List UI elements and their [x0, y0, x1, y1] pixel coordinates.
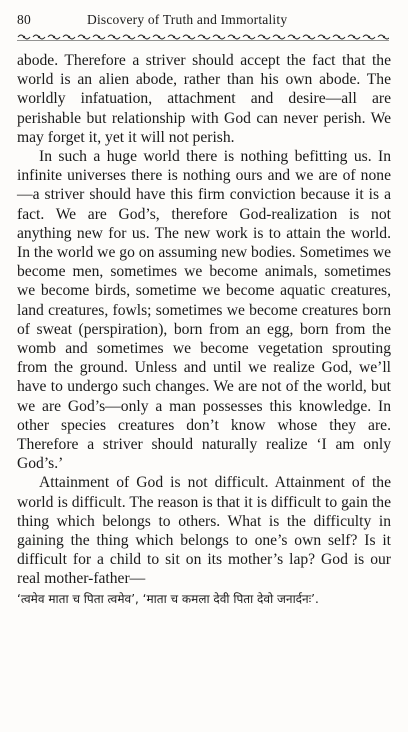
body-text — [17, 51, 391, 609]
paragraph-3-text: Attainment of God is not difficult. Attainment of the world is difficult. The reason is that it is difficult to gain the thing which belongs to others. What is the difficulty in gaining the thing which belongs to one’s own self? Is it difficult for a child to sit on its mother’s lap? God is our real mother-father— — [17, 474, 391, 588]
paragraph-2: In such a huge world there is nothing befitting us. In infinite universes there is nothing ours and we are of none—a striver should have this firm conviction because it is a fact. We are God’s, therefore God-realization is not anything new for us. The new work is to attain the world. In the world we go on assuming new bodies. Sometimes we become men, sometimes we become animals, sometimes we become birds, sometime we become aquatic creatures, land creatures, fowls; sometimes we become creatures born of sweat (perspiration), born from an egg, born from the womb and sometimes we become vegetation sprouting from the ground. Unless and until we realize God, we’ll have to undergo such changes. We are not of the world, but we are God’s—only a man possesses this knowledge. In other species creatures don’t know whose they are. Therefore a striver should naturally realize ‘I am only God’s.’ — [17, 148, 391, 473]
running-title: Discovery of Truth and Immortality — [87, 12, 288, 27]
page-header — [17, 12, 391, 30]
sanskrit-verse: ‘त्वमेव माता च पिता त्वमेव’, ‘माता च कमला देवी पिता देवो जनार्दनः’. — [17, 591, 319, 606]
paragraph-1: abode. Therefore a striver should accept the fact that the world is an alien abode, rather than his own abode. The worldly infatuation, attachment and desire—all are perishable but relationship with God can never perish. We may forget it, yet it will not perish. — [17, 52, 391, 146]
decorative-border-icon — [17, 33, 389, 41]
page-number: 80 — [17, 12, 31, 27]
decorative-border — [17, 33, 391, 41]
paragraph-3 — [17, 473, 391, 608]
